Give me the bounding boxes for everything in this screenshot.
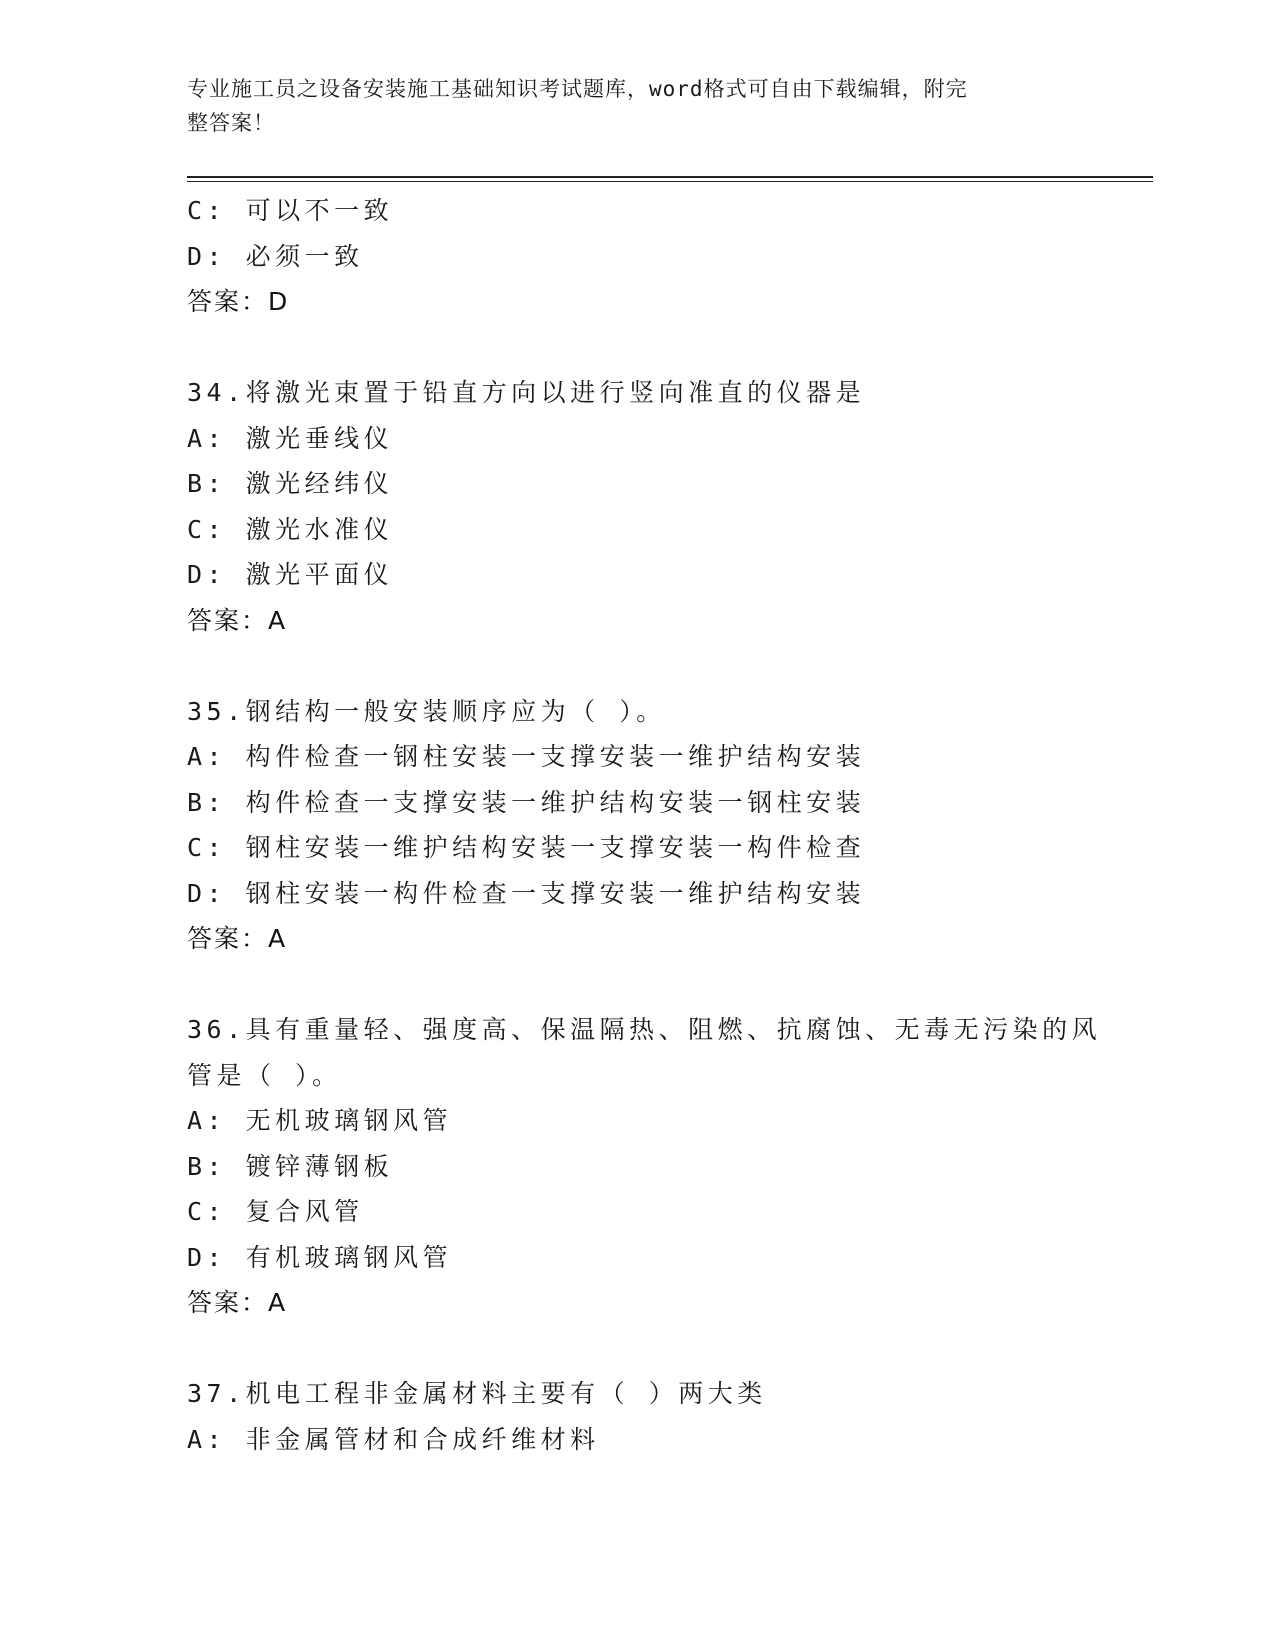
answer-label: 答案：D [187, 287, 290, 316]
answer-label: 答案：A [187, 605, 288, 635]
header-line-1: 专业施工员之设备安装施工基础知识考试题库，word格式可自由下载编辑，附完 [187, 77, 968, 101]
option-a: A: 激光垂线仪 [187, 423, 394, 453]
option-d: D: 激光平面仪 [187, 560, 394, 589]
spacer [187, 1326, 1087, 1372]
question-stem: 36.具有重量轻、强度高、保温隔热、阻燃、抗腐蚀、无毒无污染的风 [187, 1015, 1102, 1044]
option-d: D: 必须一致 [187, 241, 364, 271]
option-d: D: 有机玻璃钢风管 [187, 1242, 453, 1272]
option-c: C: 复合风管 [187, 1197, 364, 1226]
question-stem: 34.将激光束置于铅直方向以进行竖向准直的仪器是 [187, 378, 866, 407]
header-line-2: 整答案！ [187, 111, 275, 135]
document-header [187, 72, 1067, 140]
question-stem: 37.机电工程非金属材料主要有（ ）两大类 [187, 1379, 767, 1408]
option-a: A: 无机玻璃钢风管 [187, 1106, 453, 1135]
option-c: C: 钢柱安装一维护结构安装一支撑安装一构件检查 [187, 833, 866, 862]
question-stem-continued: 管是（ ）。 [187, 1060, 342, 1090]
spacer [187, 643, 1087, 689]
option-b: B: 激光经纬仪 [187, 469, 394, 498]
answer-label: 答案：A [187, 924, 288, 953]
answer-label: 答案：A [187, 1288, 288, 1317]
option-c: C: 激光水准仪 [187, 514, 394, 544]
option-b: B: 镀锌薄钢板 [187, 1151, 394, 1181]
option-c: C: 可以不一致 [187, 196, 394, 225]
option-a: A: 非金属管材和合成纤维材料 [187, 1424, 600, 1454]
header-divider-thick [187, 176, 1153, 178]
question-stem: 35.钢结构一般安装顺序应为（ ）。 [187, 696, 666, 726]
question-37 [187, 1371, 1087, 1462]
question-34 [187, 370, 1087, 643]
header-divider-thin [187, 181, 1153, 182]
question-33-continued [187, 188, 1087, 325]
question-36 [187, 1007, 1102, 1326]
option-b: B: 构件检查一支撑安装一维护结构安装一钢柱安装 [187, 787, 866, 817]
spacer [187, 325, 1087, 371]
spacer [187, 962, 1087, 1008]
option-d: D: 钢柱安装一构件检查一支撑安装一维护结构安装 [187, 878, 866, 908]
option-a: A: 构件检查一钢柱安装一支撑安装一维护结构安装 [187, 742, 866, 771]
question-35 [187, 689, 1087, 962]
question-list [187, 188, 1102, 1462]
